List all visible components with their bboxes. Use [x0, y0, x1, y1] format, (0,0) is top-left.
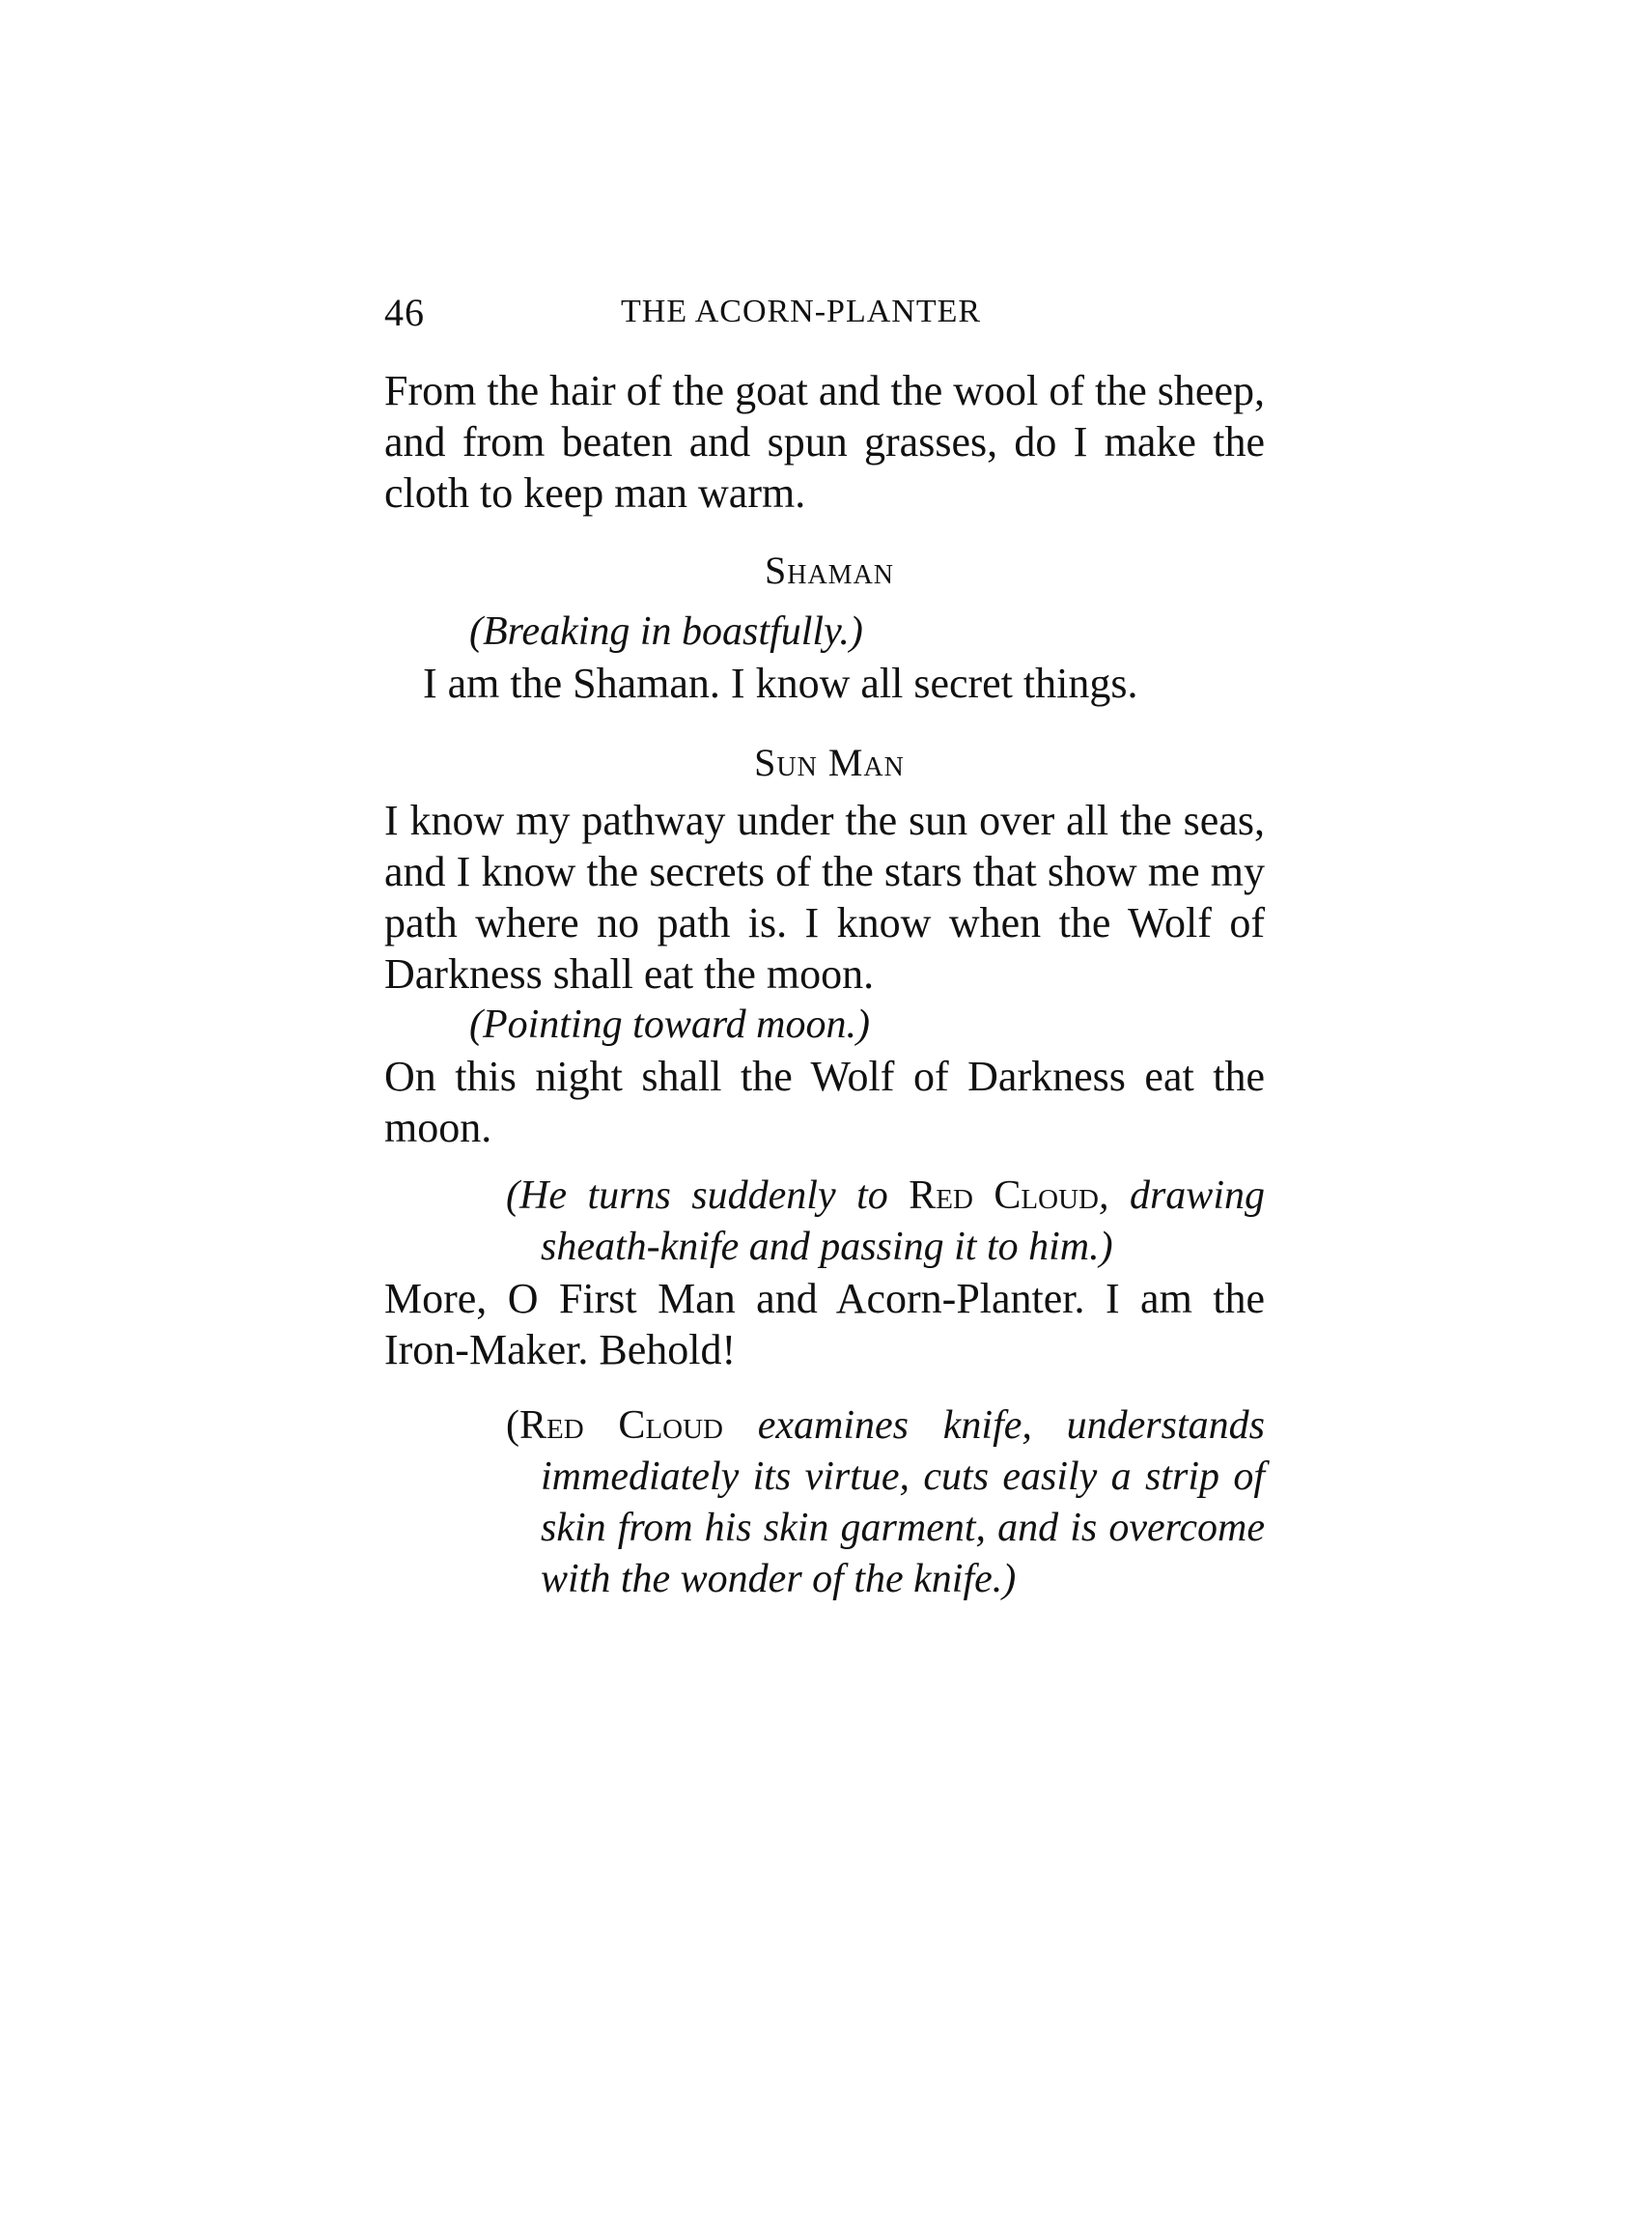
- stage-direction-knife-text: [506, 1171, 1265, 1273]
- character-name-red-cloud: Red Cloud: [909, 1173, 1099, 1218]
- stage-direction-pointing: (Pointing toward moon.): [469, 1003, 870, 1047]
- paragraph-shaman-line: I am the Shaman. I know all secret things.: [423, 660, 1138, 707]
- stage-direction-knife-a: (He turns suddenly to: [506, 1173, 910, 1218]
- stage-direction-breaking-in: (Breaking in boastfully.): [469, 609, 863, 654]
- stage-direction-knife-b: , drawing sheath-knife and passing it to him.): [541, 1173, 1265, 1269]
- paragraph-cloth: From the hair of the goat and the wool of the sheep, and from beaten and spun grasses, do I make the cloth to keep man warm.: [384, 367, 1265, 517]
- book-page: [384, 290, 1265, 1605]
- stage-direction-knife: [384, 1171, 1265, 1273]
- stage-direction-open-paren: (: [506, 1403, 519, 1448]
- speaker-shaman: Shaman: [764, 549, 895, 592]
- paragraph-pathway: [384, 795, 1265, 1000]
- character-name-red-cloud-2: Red Cloud: [519, 1403, 723, 1448]
- stage-direction-examines-text: [506, 1400, 1265, 1605]
- paragraph-wolf-of-darkness: On this night shall the Wolf of Darkness eat the moon.: [384, 1053, 1265, 1151]
- page-header: [384, 290, 1265, 348]
- speaker-sun-man: Sun Man: [754, 741, 905, 784]
- stage-direction-examines-knife: [384, 1400, 1265, 1605]
- page-number: 46: [384, 291, 425, 334]
- stage-direction-examines-b: examines knife, understands immediately its virtue, cuts easily a strip of skin from his skin garment, and is overcome with the wonder of the knife.): [541, 1403, 1265, 1601]
- paragraph-iron-maker: More, O First Man and Acorn-Planter. I am the Iron-Maker. Behold!: [384, 1275, 1265, 1373]
- paragraph-pathway-text: I know my pathway under the sun over all the seas, and I know the secrets of the stars that show me my path where no path is. I know when the Wolf of Darkness shall eat the moon.: [384, 797, 1265, 998]
- running-head: THE ACORN-PLANTER: [621, 294, 982, 329]
